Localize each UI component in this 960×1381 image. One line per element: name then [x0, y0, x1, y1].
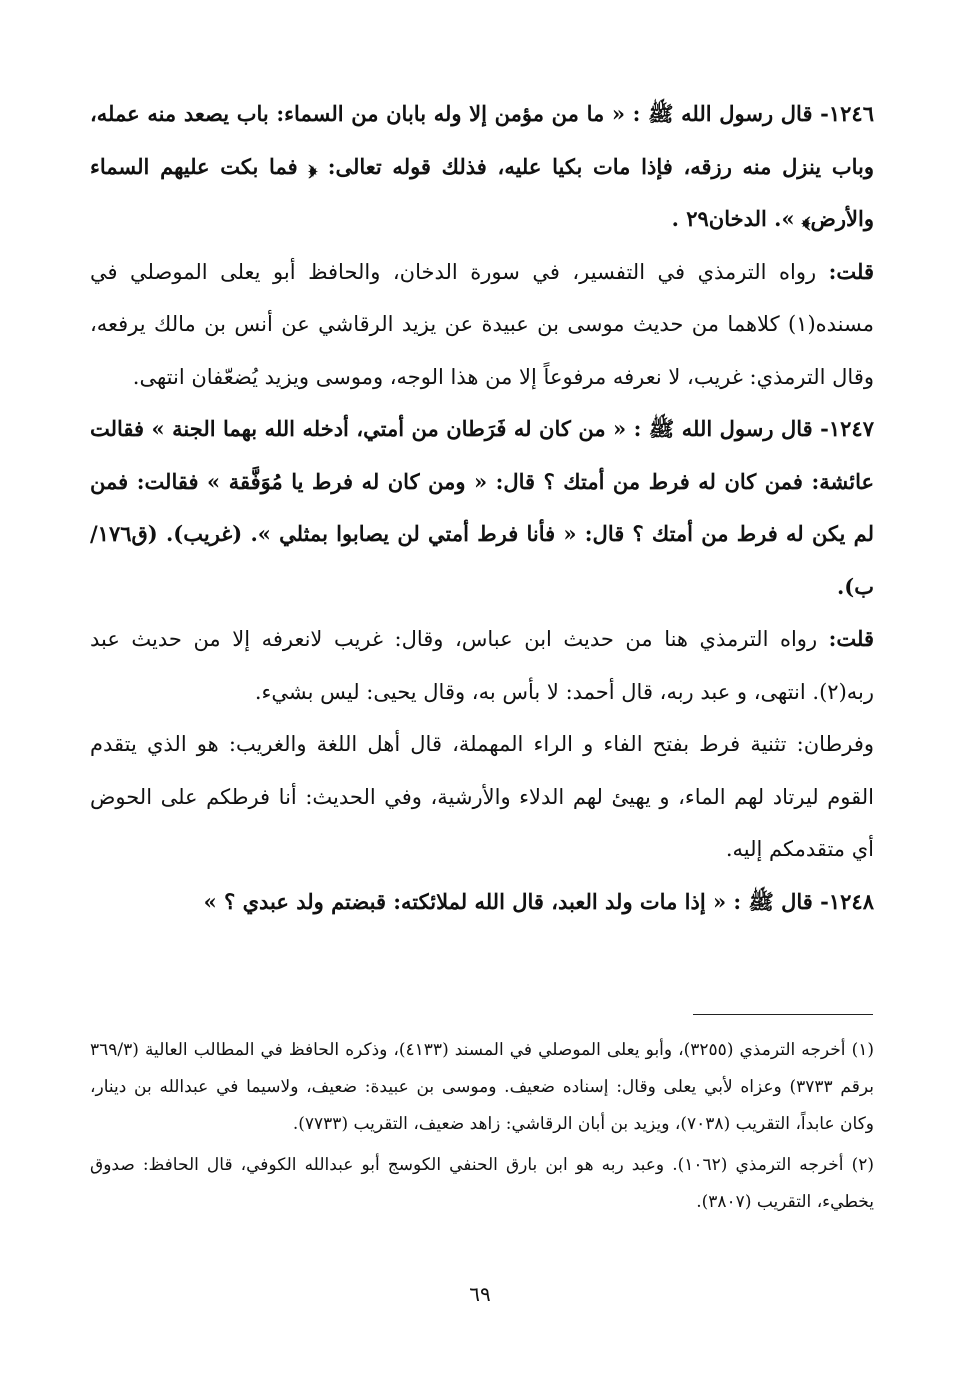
footnote-2: (٢) أخرجه الترمذي (١٠٦٢). وعبد ربه هو ابن بارق الحنفي الكوسج أبو عبدالله الكوفي، قال الحافظ: صدوق يخطيء، التقريب (٣٨٠٧). — [90, 1155, 874, 1212]
comment-1247 — [90, 613, 874, 718]
comment-body: رواه الترمذي في التفسير، في سورة الدخان، والحافظ أبو يعلى الموصلي في مسنده(١) كلاهما من حديث موسى بن عبيدة عن يزيد الرقاشي عن أنس بن مالك يرفعه، وقال الترمذي: غريب، لا نعرفه مرفوعاً إلا من هذا الوجه، وموسى ويزيد يُضعّفان انتهى. — [90, 259, 874, 389]
comment-1246 — [90, 246, 874, 404]
hadith-1246: ١٢٤٦- قال رسول الله ﷺ : « ما من مؤمن إلا وله بابان من السماء: باب يصعد منه عمله، وباب ينزل منه رزقه، فإذا مات بكيا عليه، فذلك قوله تعالى: ﴿ فما بكت عليهم السماء والأرض﴾ ». الدخان٢٩ . — [90, 101, 874, 231]
hadith-1248: ١٢٤٨- قال ﷺ : « إذا مات ولد العبد، قال الله لملائكته: قبضتم ولد عبدي ؟ » — [203, 888, 874, 914]
comment-lead: قلت: — [828, 626, 874, 651]
page-number: ٦٩ — [469, 1282, 491, 1306]
hadith-1247: ١٢٤٧- قال رسول الله ﷺ : « من كان له فَرَطان من أمتي، أدخله الله بهما الجنة » فقالت عائشة: فمن كان له فرط من أمتك ؟ قال: « ومن كان له فرط يا مُوَفَّقة » فقالت: فمن لم يكن له فرط من أمتك ؟ قال: « فأنا فرط أمتي لن يصابوا بمثلي ». (غريب). (ق١٧٦/ب). — [90, 416, 874, 599]
main-text — [90, 88, 874, 928]
comment-lead: قلت: — [828, 258, 874, 284]
footnote-1: (١) أخرجه الترمذي (٣٢٥٥)، وأبو يعلى الموصلي في المسند (٤١٣٣)، وذكره الحافظ في المطالب العالية (٣٦٩/٣ برقم ٣٧٣٣) وعزاه لأبي يعلى وقال: إسناده ضعيف. وموسى بن عبيدة: ضعيف، ولاسيما في عبدالله بن دينار، وكان عابداً، التقريب (٧٠٣٨)، ويزيد بن أبان الرقاشي: زاهد ضعيف، التقريب (٧٧٣٣). — [90, 1040, 874, 1134]
gloss-paragraph: وفرطان: تثنية فرط بفتح الفاء و الراء المهملة، قال أهل اللغة والغريب: هو الذي يتقدم القوم ليرتاد لهم الماء، و يهيئ لهم الدلاء والأرشية، وفي الحديث: أنا فرطكم على الحوض أي متقدمكم إليه. — [90, 732, 874, 861]
footnotes — [90, 1032, 874, 1225]
footnote-divider — [693, 1014, 873, 1015]
comment-body: رواه الترمذي هنا من حديث ابن عباس، وقال: غريب لانعرفه إلا من حديث عبد ربه(٢). انتهى، و عبد ربه، قال أحمد: لا بأس به، وقال يحيى: ليس بشيء. — [90, 627, 874, 704]
